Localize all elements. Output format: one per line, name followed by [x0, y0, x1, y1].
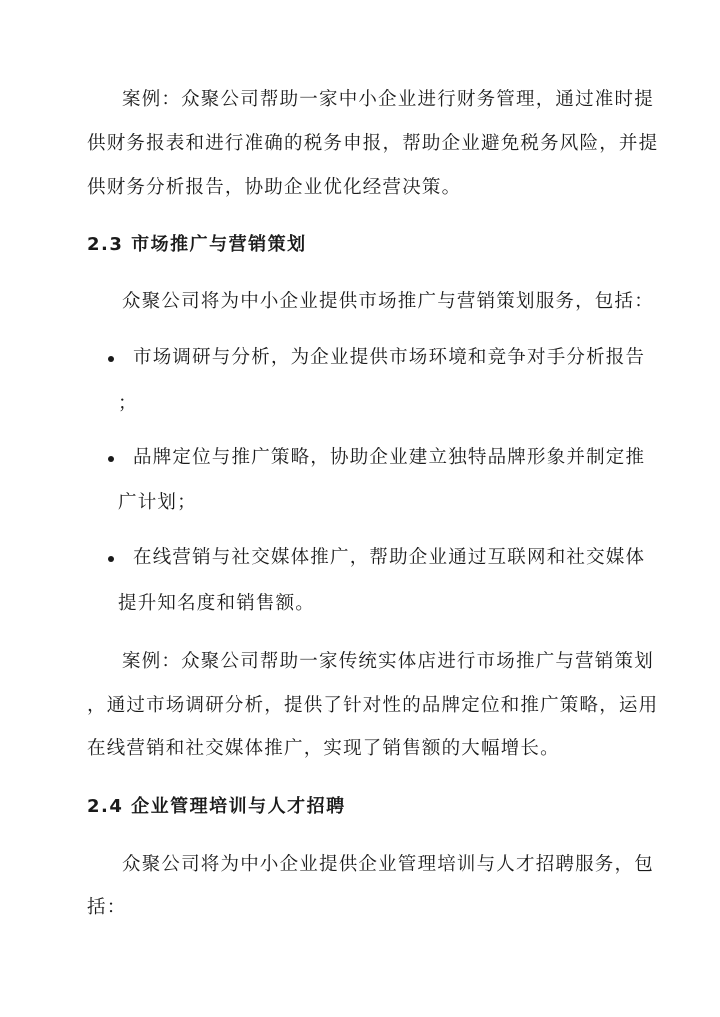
intro-paragraph-line: 众聚公司将为中小企业提供企业管理培训与人才招聘服务，包 [122, 854, 654, 875]
bullet-item-line: 市场调研与分析，为企业提供市场环境和竞争对手分析报告 [133, 347, 646, 368]
case-paragraph-line: 在线营销和社交媒体推广，实现了销售额的大幅增长。 [87, 738, 560, 759]
bullet-item-line: 提升知名度和销售额。 [118, 593, 316, 614]
case-paragraph-line: 供财务报表和进行准确的税务申报，帮助企业避免税务风险，并提 [87, 133, 659, 154]
section-heading-2-3: 2.3 市场推广与营销策划 [87, 234, 307, 255]
section-heading-2-4: 2.4 企业管理培训与人才招聘 [87, 796, 346, 817]
bullet-dot [108, 456, 114, 462]
case-paragraph-line: 案例：众聚公司帮助一家中小企业进行财务管理，通过准时提 [122, 89, 654, 110]
intro-paragraph-line: 括： [87, 897, 127, 918]
bullet-item-line: 品牌定位与推广策略，协助企业建立独特品牌形象并制定推 [133, 447, 646, 468]
bullet-item-line: ； [118, 393, 138, 414]
intro-paragraph: 众聚公司将为中小企业提供市场推广与营销策划服务，包括： [122, 291, 654, 312]
bullet-item-line: 在线营销与社交媒体推广，帮助企业通过互联网和社交媒体 [133, 547, 646, 568]
case-paragraph-line: 供财务分析报告，协助企业优化经营决策。 [87, 177, 462, 198]
case-paragraph-line: ，通过市场调研分析，提供了针对性的品牌定位和推广策略，运用 [87, 695, 659, 716]
bullet-item-line: 广计划； [118, 492, 197, 513]
case-paragraph-line: 案例：众聚公司帮助一家传统实体店进行市场推广与营销策划 [122, 651, 654, 672]
bullet-dot [108, 356, 114, 362]
bullet-dot [108, 556, 114, 562]
